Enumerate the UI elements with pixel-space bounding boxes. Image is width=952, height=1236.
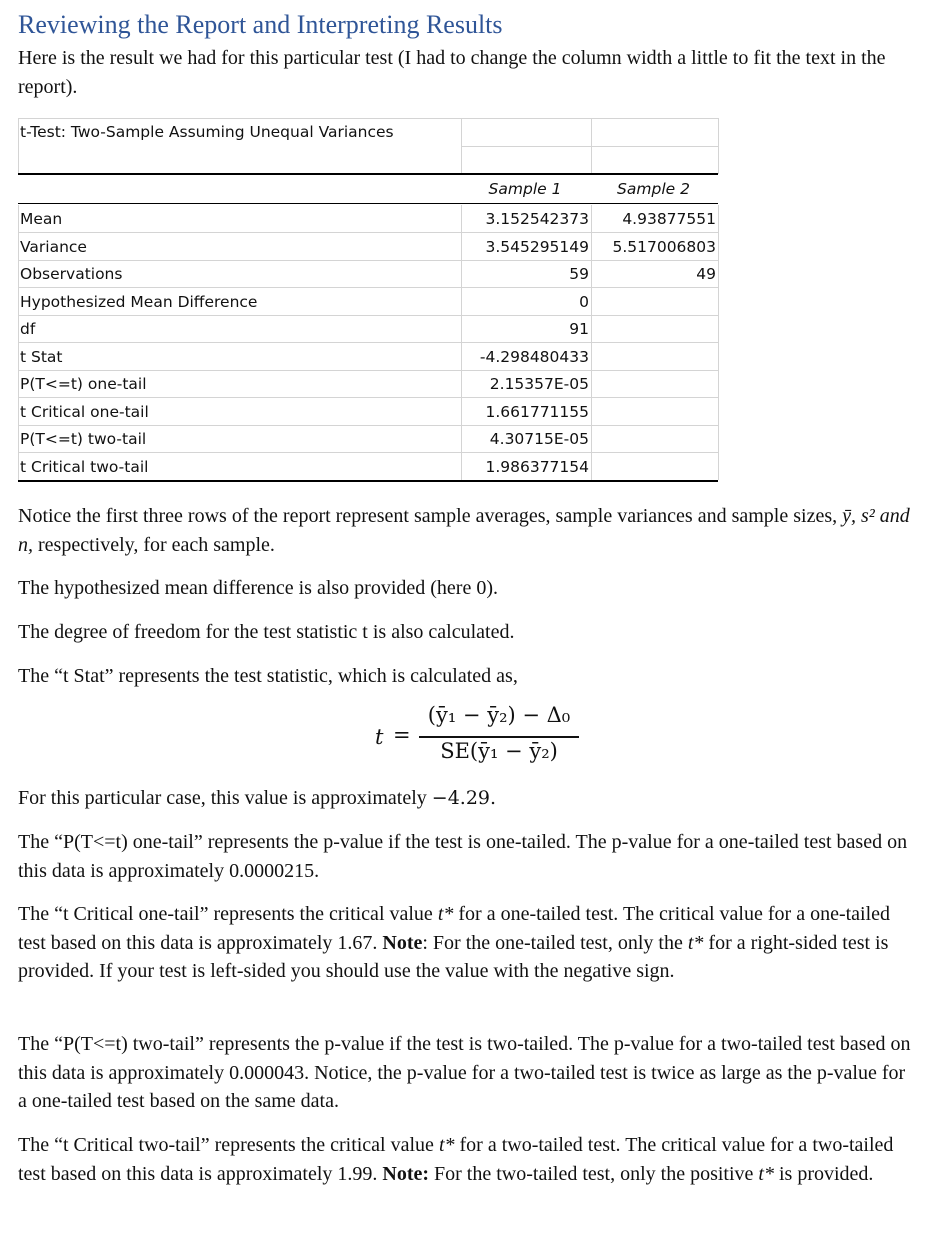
- intro-paragraph: Here is the result we had for this particular test (I had to change the column width a little to fit the text in the report).: [18, 47, 886, 98]
- table-row: [18, 288, 718, 316]
- sample-2-value: [591, 398, 718, 426]
- t-value-number: −4.29.: [431, 787, 497, 809]
- formula-equals: =: [393, 723, 411, 747]
- section-heading: Reviewing the Report and Interpreting Results: [18, 10, 503, 39]
- sample-2-value: 4.93877551: [622, 210, 716, 228]
- table-row: [18, 425, 718, 453]
- sample-2-value: [591, 425, 718, 453]
- paragraph-t-stat: The “t Stat” represents the test statistic, which is calculated as,: [18, 665, 518, 687]
- sample-1-value: 1.661771155: [485, 402, 589, 421]
- two-tail-critical-text-c: For the two-tailed test, only the positive: [429, 1162, 759, 1185]
- row-label: Mean: [20, 210, 63, 228]
- paragraph-degrees-of-freedom: The degree of freedom for the test statistic t is also calculated.: [18, 621, 515, 643]
- table-row: [18, 343, 718, 371]
- two-tail-critical-text-b: for a two-tailed test. The critical value for a two-tailed test based on this data is approximately 1.99.: [18, 1134, 894, 1185]
- sample-2-value: 5.517006803: [612, 237, 716, 256]
- row-label: df: [20, 320, 36, 338]
- t-star-symbol: t*: [687, 931, 704, 954]
- header-sample-1: Sample 1: [488, 180, 562, 198]
- paragraph-sample-stats-text: Notice the first three rows of the report represent sample averages, sample variances and sample sizes,: [18, 505, 843, 527]
- table-row: [18, 260, 718, 288]
- sample-1-value: 2.15357E-05: [489, 375, 589, 393]
- two-tail-critical-text-a: The “t Critical two-tail” represents the critical value: [18, 1134, 439, 1156]
- table-row: [18, 398, 718, 426]
- sample-2-value: [591, 453, 718, 481]
- t-star-symbol: t*: [437, 903, 454, 925]
- t-value-text: For this particular case, this value is approximately: [18, 787, 432, 809]
- sample-1-value: 3.152542373: [485, 210, 589, 228]
- one-tail-critical-text-b: for a one-tailed test. The critical value for a one-tailed test based on this data is approximately 1.67.: [18, 903, 891, 954]
- header-sample-2: Sample 2: [617, 180, 690, 198]
- paragraph-one-tail-p: The “P(T<=t) one-tail” represents the p-value if the test is one-tailed. The p-value for a one-tailed test based on this data is approximately 0.0000215.: [18, 831, 908, 882]
- row-label: t Stat: [20, 347, 63, 366]
- paragraph-t-value: [18, 784, 914, 813]
- t-star-symbol: t*: [758, 1162, 774, 1185]
- row-label: t Critical one-tail: [20, 402, 149, 421]
- paragraph-two-tail-critical: [18, 1131, 914, 1188]
- row-label: P(T<=t) two-tail: [20, 430, 147, 448]
- sample-stat-symbols: ȳ, s² and n,: [18, 505, 910, 556]
- fraction-bar: [419, 736, 579, 738]
- one-tail-critical-text-a: The “t Critical one-tail” represents the critical value: [18, 903, 438, 925]
- table-header-row: [18, 175, 718, 203]
- row-label: Hypothesized Mean Difference: [20, 292, 258, 311]
- row-label: P(T<=t) one-tail: [20, 375, 147, 393]
- sample-1-value: 3.545295149: [485, 237, 589, 256]
- formula-denominator: SE(ȳ₁ − ȳ₂): [440, 739, 558, 763]
- sample-1-value: 91: [569, 320, 589, 338]
- sample-2-value: [591, 288, 718, 316]
- row-label: Variance: [20, 237, 87, 256]
- row-label: Observations: [20, 265, 123, 283]
- table-row: [18, 205, 718, 233]
- table-row: [18, 370, 718, 398]
- paragraph-sample-stats: [18, 502, 914, 559]
- paragraph-two-tail-p: The “P(T<=t) two-tail” represents the p-value if the test is two-tailed. The p-value for a two-tailed test based on this data is approximately 0.000043. Notice, the p-value for a two-tailed test is twice as large as the p-value for a one-tailed test based on the same data.: [18, 1033, 911, 1112]
- row-label: t Critical two-tail: [20, 457, 149, 476]
- one-tail-critical-text-d: for a right-sided test is provided. If your test is left-sided you should use the value with the negative sign.: [18, 931, 889, 982]
- paragraph-sample-stats-end: respectively, for each sample.: [33, 533, 275, 556]
- t-star-symbol: t*: [438, 1134, 455, 1156]
- table-title-row: [18, 118, 718, 146]
- sample-2-value: [591, 343, 718, 371]
- one-tail-critical-text-c: : For the one-tailed test, only the: [422, 931, 688, 954]
- sample-1-value: 59: [569, 265, 589, 283]
- sample-1-value: 0: [579, 292, 589, 311]
- note-label: Note:: [382, 1162, 430, 1185]
- table-row: [18, 315, 718, 343]
- table-row: [18, 233, 718, 261]
- sample-1-value: 1.986377154: [485, 457, 589, 476]
- sample-2-value: [591, 370, 718, 398]
- table-title: t-Test: Two-Sample Assuming Unequal Variances: [20, 123, 394, 141]
- two-tail-critical-text-d: is provided.: [773, 1162, 874, 1185]
- paragraph-mean-difference: The hypothesized mean difference is also provided (here 0).: [18, 577, 498, 599]
- sample-1-value: 4.30715E-05: [489, 430, 589, 448]
- sample-2-value: [591, 315, 718, 343]
- sample-2-value: 49: [696, 265, 716, 283]
- formula-lhs: t: [375, 725, 384, 749]
- sample-1-value: -4.298480433: [479, 347, 589, 366]
- note-label: Note: [382, 931, 423, 954]
- paragraph-one-tail-critical: [18, 900, 914, 986]
- table-row: [18, 453, 718, 481]
- formula-numerator: (ȳ₁ − ȳ₂) − Δ₀: [427, 703, 571, 727]
